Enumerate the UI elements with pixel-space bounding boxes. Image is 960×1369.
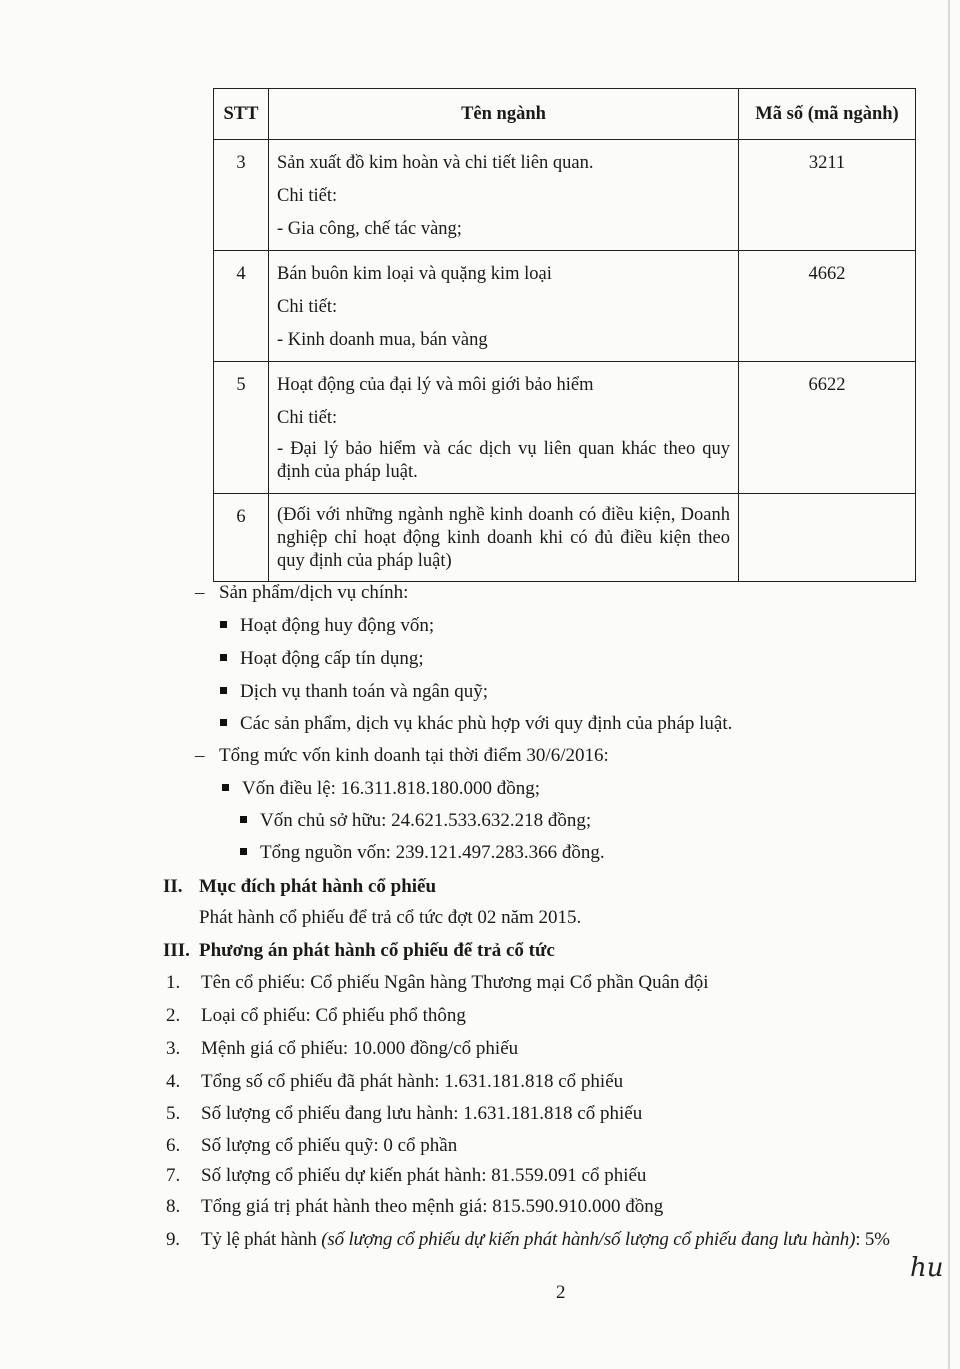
item-text: Số lượng cổ phiếu quỹ: 0 cổ phần <box>201 1135 458 1156</box>
section-2-title: Mục đích phát hành cổ phiếu <box>199 876 437 897</box>
row-code: 6622 <box>739 362 916 494</box>
table-header-row <box>214 89 916 140</box>
row-line: - Gia công, chế tác vàng; <box>277 219 462 239</box>
list-item <box>220 713 732 735</box>
list-item-text: Hoạt động cấp tín dụng; <box>240 648 424 669</box>
row-line: - Đại lý bảo hiểm và các dịch vụ liên quan khác theo quy định của pháp luật. <box>277 439 730 482</box>
item-text: Số lượng cổ phiếu đang lưu hành: 1.631.181.818 cổ phiếu <box>201 1103 643 1124</box>
row-line: - Kinh doanh mua, bán vàng <box>277 330 488 350</box>
item-number: 7. <box>166 1165 181 1186</box>
row-line: Chi tiết: <box>277 408 338 428</box>
row-code <box>739 494 916 582</box>
section-2-heading <box>163 876 436 898</box>
products-heading: – Sản phẩm/dịch vụ chính: <box>195 582 409 603</box>
header-industry-code: Mã số (mã ngành) <box>739 89 916 140</box>
row-name <box>269 140 739 251</box>
row-line: Chi tiết: <box>277 297 338 317</box>
table-row <box>214 362 916 494</box>
item-number: 4. <box>166 1071 181 1092</box>
capital-heading-text: Tổng mức vốn kinh doanh tại thời điểm 30/6/2016: <box>219 745 609 766</box>
section-2-number: II. <box>163 876 183 897</box>
list-item <box>240 842 605 864</box>
header-industry-name: Tên ngành <box>269 89 739 140</box>
list-item <box>166 972 709 994</box>
item-italic-note: (số lượng cổ phiếu dự kiến phát hành/số lượng cổ phiếu đang lưu hành) <box>321 1229 856 1250</box>
table-row <box>214 494 916 582</box>
industry-table <box>213 88 916 582</box>
scan-edge-line <box>948 0 950 1369</box>
item-number: 3. <box>166 1038 181 1059</box>
list-item <box>240 810 591 832</box>
list-item <box>220 648 424 670</box>
list-item <box>166 1229 890 1251</box>
list-item <box>220 681 488 703</box>
section-2-text: Phát hành cổ phiếu để trả cổ tức đợt 02 năm 2015. <box>199 907 582 928</box>
table-row <box>214 140 916 251</box>
row-line: Hoạt động của đại lý và môi giới bảo hiểm <box>277 375 594 395</box>
list-item <box>222 778 540 800</box>
item-text: Tổng số cổ phiếu đã phát hành: 1.631.181.818 cổ phiếu <box>201 1071 624 1092</box>
row-stt: 5 <box>214 362 269 494</box>
row-line: Sản xuất đồ kim hoàn và chi tiết liên quan. <box>277 153 594 173</box>
list-item <box>166 1103 642 1125</box>
item-text: Tỷ lệ phát hành <box>201 1229 317 1250</box>
item-text: Loại cổ phiếu: Cổ phiếu phổ thông <box>201 1005 466 1026</box>
row-code: 3211 <box>739 140 916 251</box>
item-text: Tên cổ phiếu: Cổ phiếu Ngân hàng Thương mại Cổ phần Quân đội <box>201 972 709 993</box>
handwritten-initials: hu <box>910 1253 944 1283</box>
item-number: 8. <box>166 1196 181 1217</box>
item-number: 9. <box>166 1229 180 1250</box>
list-item-text: Hoạt động huy động vốn; <box>240 615 435 636</box>
list-item <box>166 1135 457 1157</box>
row-line: (Đối với những ngành nghề kinh doanh có điều kiện, Doanh nghiệp chỉ hoạt động kinh doanh khi có đủ điều kiện theo quy định của pháp luật) <box>277 505 730 571</box>
list-item <box>166 1071 623 1093</box>
item-number: 2. <box>166 1005 181 1026</box>
row-stt: 4 <box>214 251 269 362</box>
item-text: Tổng giá trị phát hành theo mệnh giá: 815.590.910.000 đồng <box>201 1196 664 1217</box>
list-item <box>166 1038 518 1060</box>
list-item-text: Tổng nguồn vốn: 239.121.497.283.366 đồng. <box>260 842 605 863</box>
list-item-text: Vốn chủ sở hữu: 24.621.533.632.218 đồng; <box>260 810 592 831</box>
list-item <box>166 1165 646 1187</box>
capital-heading: – Tổng mức vốn kinh doanh tại thời điểm 30/6/2016: <box>195 745 609 766</box>
row-name <box>269 251 739 362</box>
row-stt: 6 <box>214 494 269 582</box>
section-3-number: III. <box>163 940 190 961</box>
row-stt: 3 <box>214 140 269 251</box>
item-text: Số lượng cổ phiếu dự kiến phát hành: 81.559.091 cổ phiếu <box>201 1165 647 1186</box>
list-item-text: Vốn điều lệ: 16.311.818.180.000 đồng; <box>242 778 540 799</box>
header-stt: STT <box>214 89 269 140</box>
section-3-heading <box>163 940 555 962</box>
row-code: 4662 <box>739 251 916 362</box>
list-item <box>166 1196 663 1218</box>
item-tail: : 5% <box>855 1229 890 1250</box>
list-item <box>220 615 434 637</box>
row-name <box>269 362 739 494</box>
table-row <box>214 251 916 362</box>
section-3-title: Phương án phát hành cổ phiếu để trả cổ tức <box>199 940 555 961</box>
item-number: 5. <box>166 1103 181 1124</box>
list-item-text: Các sản phẩm, dịch vụ khác phù hợp với quy định của pháp luật. <box>240 713 733 734</box>
page-number: 2 <box>556 1282 566 1303</box>
item-number: 1. <box>166 972 181 993</box>
item-number: 6. <box>166 1135 181 1156</box>
list-item <box>166 1005 466 1027</box>
list-item-text: Dịch vụ thanh toán và ngân quỹ; <box>240 681 489 702</box>
row-line: Chi tiết: <box>277 186 338 206</box>
item-text: Mệnh giá cổ phiếu: 10.000 đồng/cổ phiếu <box>201 1038 519 1059</box>
row-name <box>269 494 739 582</box>
products-heading-text: Sản phẩm/dịch vụ chính: <box>219 582 409 603</box>
row-line: Bán buôn kim loại và quặng kim loại <box>277 264 552 284</box>
